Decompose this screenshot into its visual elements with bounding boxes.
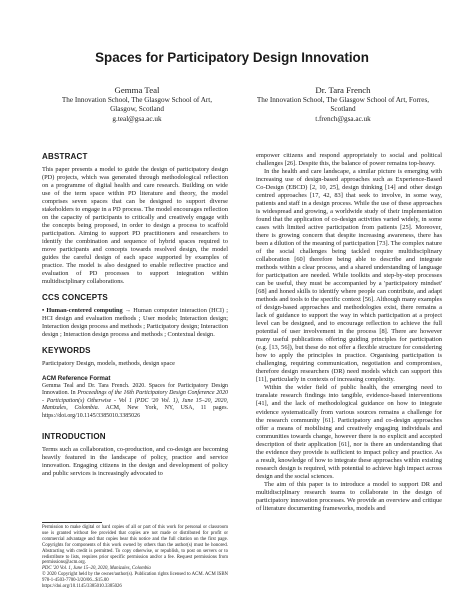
ccs-heading: CCS CONCEPTS xyxy=(42,293,108,303)
reference-post: ACM, New York, NY, USA, 11 pages. https://doi.org/10.1145/3385010.3385026 xyxy=(42,405,228,419)
permission-footnote xyxy=(42,525,228,590)
reference-format-text xyxy=(42,383,228,421)
body-paragraph: In the health and care landscape, a similar picture is emerging with increasing use of design-based approaches such as Experience-Based Co-Design (EBCD) [2, 10, 25], design thinking [14] and other design centred approaches [17, 42, 83] that seek to involve, in some way, patients and staff in a design process. While the use of these approaches is widespread and growing, a worldwide study of their implementation found that the application of co-design activities varied widely, in some cases with limited active participation from patients [25]. Moreover, there is growing concern that despite increasing awareness, there has been a dilution of the meaning of participation [73]. The complex nature of the social challenges being tackled require multidisciplinary collaboration [60] therefore being able to describe and integrate methods within a clear process, and a shared understanding of language for participation are needed. While toolkits and step-by-step processes can be useful, they must be accompanied by a 'participatory mindset' [68] and honed skills to identify where people can contribute, and adapt methods and tools to the specific context [56]. Although many examples of design-based approaches and methodologies exist, there remains a lack of guidance to support the way in which participation at a project level can be designed, and to encourage reflection to achieve the full potential of user involvement in the process [8]. There are however many useful publications offering guiding principles for participation (e.g. [13, 56]), but these do not offer a flexible structure for considering how to apply the principles in practice. Organising participation is challenging, requiring communication, negotiation and compromises, therefore design researchers (DR) need models which can support this [11], particularly in contexts of increasing complexity. xyxy=(256,168,442,384)
right-column xyxy=(256,152,442,513)
body-paragraph: The aim of this paper is to introduce a model to support DR and multidisciplinary research teams to collaborate in the design of participatory innovation processes. We provide an overview and critique of literature documenting frameworks, models and xyxy=(256,480,442,512)
author-affiliation: The Innovation School, The Glasgow School of Art, Forres, xyxy=(256,96,430,104)
abstract-heading: ABSTRACT xyxy=(42,152,88,161)
author-block-2 xyxy=(245,84,441,124)
paper-title: Spaces for Participatory Design Innovation xyxy=(95,50,369,65)
author-location: Glasgow, Scotland xyxy=(110,105,164,114)
introduction-text: Terms such as collaboration, co-production, and co-design are becoming heavily featured in the landscape of policy, practice and service innovation. Engaging citizens in the design and development of policy and public services is increasingly advocated to xyxy=(42,446,228,478)
reference-venue: Proceedings of the 16th Participatory Design Conference 2020 - Participation(s) Otherwise - Vol 1 (PDC '20 Vol. 1), June 15–20, 2020, Manizales, Colombia. xyxy=(42,390,228,412)
ccs-concepts: → Human computer interaction (HCI) ; HCI design and evaluation methods ; User models; Interaction design; Interaction design process and methods ; Participatory design; Interaction design ; Interaction design process and methods ; Contextual design. xyxy=(42,307,228,338)
author-affiliation: The Innovation School, The Glasgow School of Art, xyxy=(61,96,213,104)
author-block-1 xyxy=(42,84,232,124)
left-column xyxy=(42,152,228,478)
introduction-heading: INTRODUCTION xyxy=(42,432,106,442)
author-email: g.teal@gsa.ac.uk xyxy=(112,114,162,123)
copyright-line: © 2020 Copyright held by the owner/author(s). Publication rights licensed to ACM. ACM ISBN 978-1-4503-7700-3/20/06...$15.00 xyxy=(42,572,228,584)
keywords-text: Participatory Design, models, methods, design space xyxy=(42,359,175,367)
doi-line: https://doi.org/10.1145/3385010.3385026 xyxy=(42,584,122,590)
ccs-text xyxy=(42,307,228,339)
author-name: Gemma Teal xyxy=(114,85,160,95)
body-paragraph: empower citizens and respond appropriately to social and political challenges [26]. Despite this, the balance of power remains top-heavy. xyxy=(256,152,442,168)
body-paragraph: Within the wider field of public health, the emerging need to translate research findings into tangible, evidence-based interventions [41], and the lack of methodological guidance on how to integrate evidence systematically from various sources remains a challenge for the research community [61]. Participatory and co-design approaches offer a means of mobilising and creatively engaging individuals and communities towards change, however there is no explicit and accepted description of their application [61], nor is there an understanding that the evidence they provide is sufficient to impact policy and practice. As a result, knowledge of how to integrate these approaches within existing research design is required, with potential to achieve high impact across design and the social sciences. xyxy=(256,384,442,480)
author-email: t.french@gsa.ac.uk xyxy=(315,114,371,123)
author-location: Scotland xyxy=(330,105,356,114)
ccs-lead: • Human-centered computing xyxy=(42,307,123,315)
abstract-text: This paper presents a model to guide the design of participatory design (PD) projects, which was generated through methodological reflection on a programme of digital health and care research. Building on wide use of the term space within PD literature and theory, the model comprises seven spaces that can be designed to support diverse stakeholders to engage in a PD process. The model encourages reflection on the capacity of participants to critically and creatively engage with the concepts being proposed, in order to design a process to scaffold participation. Aiming to support PD practitioners and researchers to identify the combination and sequence of hybrid spaces required to move participants and concepts towards resolved design, the model guides the careful design of each space supported by examples of practice. The model is also designed to enable reflective practice and evaluation of PD processes to support integration within multidisciplinary collaborations. xyxy=(42,166,228,286)
author-name: Dr. Tara French xyxy=(315,85,371,95)
footnote-rule xyxy=(42,522,102,523)
reference-pre: Gemma Teal and Dr. Tara French. 2020. Spaces for Participatory Design Innovation. In xyxy=(42,382,228,397)
conference-line: PDC '20 Vol. 1, June 15–20, 2020, Manizales, Colombia xyxy=(42,566,151,572)
keywords-heading: KEYWORDS xyxy=(42,345,91,355)
reference-format-heading: ACM Reference Format xyxy=(42,374,111,382)
permission-text: Permission to make digital or hard copies of all or part of this work for personal or classroom use is granted without fee provided that copies are not made or distributed for profit or commercial advantage and that copies bear this notice and the full citation on the first page. Copyrights for components of this work owned by others than the author(s) must be honored. Abstracting with credit is permitted. To copy otherwise, or republish, to post on servers or to redistribute to lists, requires prior specific permission and/or a fee. Request permissions from permissions@acm.org. xyxy=(42,525,228,566)
